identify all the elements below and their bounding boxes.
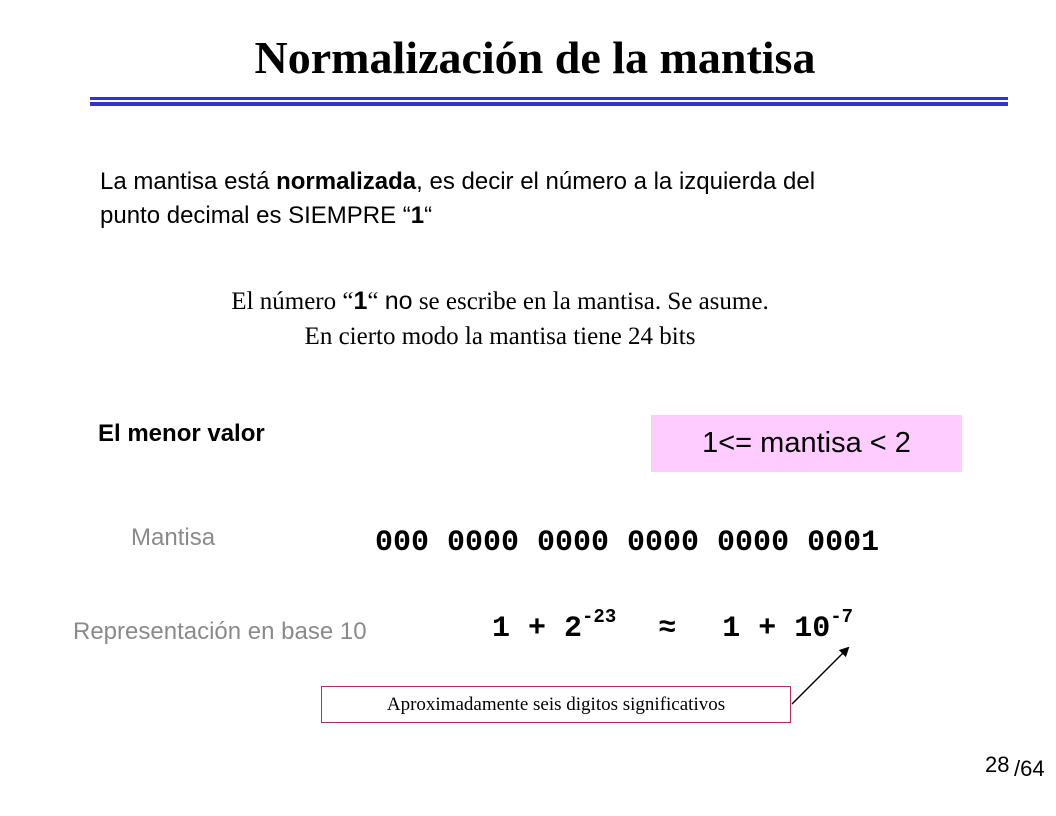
title-underline [90, 97, 1008, 107]
note-text-1: El número “ [231, 288, 354, 315]
intro-text-3: “ [424, 202, 433, 229]
intro-text-1: La mantisa está [100, 168, 277, 195]
page-total: /64 [1014, 756, 1045, 781]
approximation-note-box: Aproximadamente seis digitos significativos [321, 686, 791, 723]
formula-rhs-exponent: -7 [830, 606, 854, 628]
base10-label: Representación en base 10 [73, 618, 367, 645]
mantissa-label: Mantisa [131, 524, 216, 551]
formula-lhs-base: 1 + 2 [492, 612, 583, 646]
formula-approx-symbol: ≈ [658, 612, 677, 646]
formula-rhs-base: 1 + 10 [722, 612, 831, 646]
note-no: no [384, 287, 413, 315]
note-text-3: se escribe en la mantisa. Se asume. [412, 288, 769, 315]
note-line-1 [100, 284, 900, 319]
hidden-bit-note [100, 284, 900, 354]
intro-bold-normalizada: normalizada [276, 168, 417, 195]
mantissa-range-box: 1<= mantisa < 2 [651, 415, 962, 472]
page-number: 28 [985, 752, 1010, 777]
intro-bold-one: 1 [410, 202, 425, 229]
formula-lhs-exponent: -23 [582, 606, 617, 628]
intro-paragraph [100, 165, 880, 233]
base10-formula [492, 606, 854, 646]
intro-text-2: , es decir el número a la izquierda del punto decimal es SIEMPRE “ [100, 168, 816, 229]
note-bold-one: 1 [353, 287, 368, 315]
page-title: Normalización de la mantisa [254, 32, 816, 83]
note-line-2: En cierto modo la mantisa tiene 24 bits [304, 323, 696, 350]
note-text-2: “ [367, 288, 385, 315]
min-value-heading: El menor valor [98, 420, 265, 447]
mantissa-bits: 000 0000 0000 0000 0000 0001 [375, 526, 880, 560]
